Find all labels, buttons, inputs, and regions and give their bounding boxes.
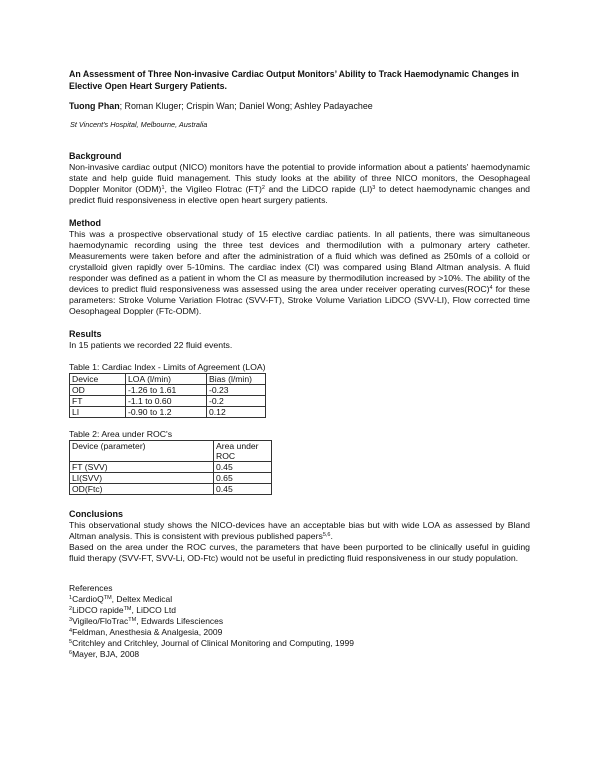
- method-text-part: for these parameters: Stroke Volume Variation Flotrac (SVV-FT), Stroke Volume Variation LiDCO (SVV-LI), Flow corrected time Oesophageal Doppler (FTc-ODM).: [69, 284, 530, 316]
- conclusions-heading: Conclusions: [69, 509, 124, 519]
- reference-text: Mayer, BJA, 2008: [72, 649, 140, 659]
- reference-number: 6: [69, 650, 73, 656]
- table-cell: 0.12: [207, 407, 266, 418]
- conclusions-text-part: This observational study shows the NICO-devices have an acceptable bias but with wide LOA as assessed by Bland Altman analysis. This is consistent with previous published papers: [69, 520, 530, 541]
- background-section: [69, 151, 530, 206]
- table-header-cell: LOA (l/min): [126, 374, 207, 385]
- method-text: [69, 229, 530, 317]
- table-cell: OD: [70, 385, 126, 396]
- poster-abstract: [69, 68, 530, 660]
- reference-item: [69, 649, 530, 660]
- trademark-mark: TM: [103, 595, 112, 601]
- reference-text: , Edwards Lifesciences: [136, 616, 224, 626]
- citation-mark: 5,6: [322, 532, 331, 538]
- table-cell: -0.23: [207, 385, 266, 396]
- table-header-cell: Device: [70, 374, 126, 385]
- method-text-part: This was a prospective observational study of 15 elective cardiac patients. In all patients, there was simultaneous haemodynamic recording using the three test devices and thermodilution with a pulmonary artery catheter. Measurements were taken before and after the administration of a fluid which was defined as 250mls of a colloid or crystalloid given rapidly over 5-10mins. The cardiac index (CI) was compared using Bland Altman analysis. A fluid responder was defined as a patient in whom the CI as measure by thermodilution increased by >10%. The ability of the devices to predict fluid responsiveness was assessed using the area under receiver operating curves(ROC): [69, 229, 530, 294]
- citation-mark: 2: [261, 185, 265, 191]
- reference-text: CardioQ: [72, 594, 104, 604]
- table-row: [70, 407, 266, 418]
- background-heading: Background: [69, 151, 122, 161]
- reference-item: [69, 638, 530, 649]
- trademark-mark: TM: [128, 617, 137, 623]
- background-text-part: , the Vigileo Flotrac (FT): [164, 184, 262, 194]
- method-section: [69, 218, 530, 317]
- references-section: [69, 583, 530, 660]
- reference-text: LiDCO rapide: [72, 605, 124, 615]
- table-header-cell: Device (parameter): [70, 441, 214, 462]
- table-header-row: [70, 374, 266, 385]
- results-heading: Results: [69, 329, 102, 339]
- background-text: [69, 162, 530, 206]
- table-cell: LI: [70, 407, 126, 418]
- conclusions-text-part: .: [330, 531, 333, 541]
- table-cell: OD(Ftc): [70, 484, 214, 495]
- trademark-mark: TM: [123, 606, 132, 612]
- table-cell: FT (SVV): [70, 462, 214, 473]
- citation-mark: 3: [372, 185, 376, 191]
- background-text-part: Non-invasive cardiac output (NICO) monitors have the potential to provide information about a patients' haemodynamic state and help guide fluid management. This study looks at the ability of three NICO monitors, the Oesophageal Doppler Monitor (ODM): [69, 162, 530, 194]
- reference-text: Feldman, Anesthesia & Analgesia, 2009: [72, 627, 223, 637]
- table-row: [70, 473, 272, 484]
- table-cell: 0.45: [214, 484, 272, 495]
- loa-table: [69, 373, 266, 418]
- conclusions-text: [69, 520, 530, 542]
- table-cell: -0.2: [207, 396, 266, 407]
- reference-number: 4: [69, 628, 73, 634]
- roc-table: [69, 440, 272, 495]
- method-heading: Method: [69, 218, 101, 228]
- table-cell: -1.1 to 0.60: [126, 396, 207, 407]
- reference-text: Vigileo/FloTrac: [72, 616, 129, 626]
- reference-text: , Deltex Medical: [111, 594, 173, 604]
- reference-text: , LiDCO Ltd: [131, 605, 176, 615]
- table-cell: FT: [70, 396, 126, 407]
- reference-number: 5: [69, 639, 73, 645]
- reference-item: [69, 627, 530, 638]
- table-cell: 0.65: [214, 473, 272, 484]
- reference-item: [69, 605, 530, 616]
- lead-author: Tuong Phan: [69, 101, 120, 111]
- reference-item: [69, 594, 530, 605]
- table-row: [70, 385, 266, 396]
- co-authors: ; Roman Kluger; Crispin Wan; Daniel Wong; Ashley Padayachee: [119, 101, 373, 111]
- table2-caption: Table 2: Area under ROC's: [69, 429, 173, 439]
- citation-mark: 1: [161, 185, 165, 191]
- reference-item: [69, 616, 530, 627]
- reference-number: 1: [69, 595, 73, 601]
- affiliation: St Vincent's Hospital, Melbourne, Australia: [70, 120, 208, 129]
- conclusions-section: [69, 509, 530, 564]
- background-text-part: and the LiDCO rapide (LI): [264, 184, 373, 194]
- table-cell: 0.45: [214, 462, 272, 473]
- reference-number: 3: [69, 617, 73, 623]
- results-text: In 15 patients we recorded 22 fluid events.: [69, 340, 233, 350]
- table-cell: -1.26 to 1.61: [126, 385, 207, 396]
- conclusions-text-2: Based on the area under the ROC curves, the parameters that have been purported to be clinically useful in guiding fluid therapy (SVV-FT, SVV-Li, OD-Ftc) would not be useful in predicting fluid responsiveness in our study population.: [69, 542, 530, 563]
- table-header-cell: Area under ROC: [214, 441, 272, 462]
- author-list: [69, 100, 530, 112]
- results-section: [69, 329, 530, 495]
- table-row: [70, 484, 272, 495]
- table1-caption: Table 1: Cardiac Index - Limits of Agreement (LOA): [69, 362, 266, 372]
- background-text-part: to detect haemodynamic changes and predict fluid responsiveness in elective open heart surgery patients.: [69, 184, 531, 205]
- reference-number: 2: [69, 606, 73, 612]
- references-heading: References: [69, 583, 113, 593]
- paper-title: An Assessment of Three Non-invasive Cardiac Output Monitors’ Ability to Track Haemodynamic Changes in Elective Open Heart Surgery Patients.: [69, 69, 520, 91]
- table-cell: -0.90 to 1.2: [126, 407, 207, 418]
- table-header-row: [70, 441, 272, 462]
- table-row: [70, 462, 272, 473]
- table-row: [70, 396, 266, 407]
- table-header-cell: Bias (l/min): [207, 374, 266, 385]
- citation-mark: 4: [489, 285, 493, 291]
- reference-text: Critchley and Critchley, Journal of Clinical Monitoring and Computing, 1999: [72, 638, 354, 648]
- table-cell: LI(SVV): [70, 473, 214, 484]
